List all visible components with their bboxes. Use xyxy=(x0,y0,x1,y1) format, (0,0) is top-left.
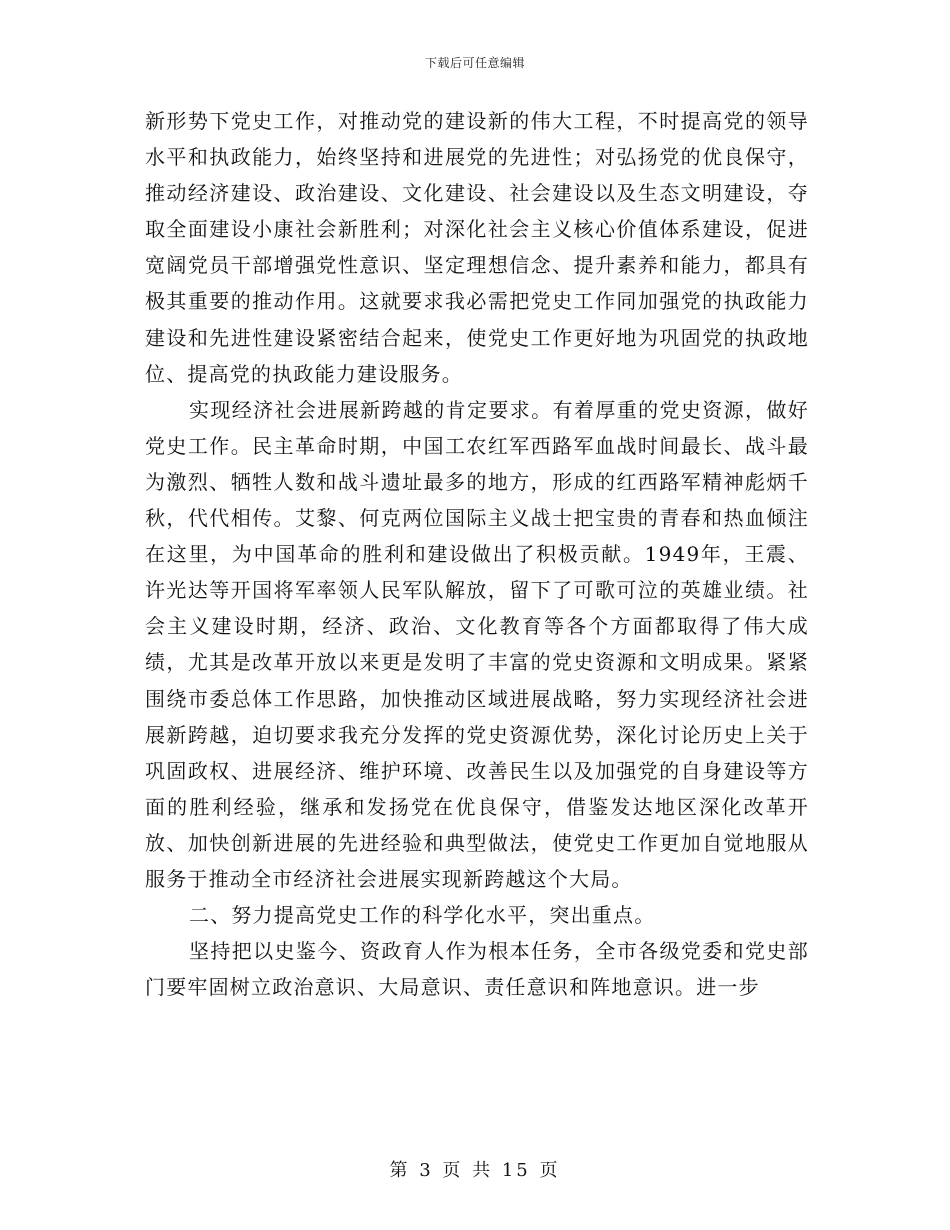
section-heading: 二、努力提高党史工作的科学化水平，突出重点。 xyxy=(189,903,656,928)
paragraph-3: 坚持把以史鉴今、资政育人作为根本任务，全市各级党委和党史部门要牢固树立政治意识、大局意识、责任意识和阵地意识。进一步 xyxy=(145,939,809,1000)
paragraph-2: 实现经济社会进展新跨越的肯定要求。有着厚重的党史资源，做好党史工作。民主革命时期，中国工农红军西路军血战时间最长、战斗最为激烈、牺牲人数和战斗遗址最多的地方，形成的红西路军精神彪炳千秋，代代相传。艾黎、何克两位国际主义战士把宝贵的青春和热血倾注在这里，为中国革命的胜利和建设做出了积极贡献。1949年，王震、许光达等开国将军率领人民军队解放，留下了可歌可泣的英雄业绩。社会主义建设时期，经济、政治、文化教育等各个方面都取得了伟大成绩，尤其是改革开放以来更是发明了丰富的党史资源和文明成果。紧紧围绕市委总体工作思路，加快推动区域进展战略，努力实现经济社会进展新跨越，迫切要求我充分发挥的党史资源优势，深化讨论历史上关于巩固政权、进展经济、维护环境、改善民生以及加强党的自身建设等方面的胜利经验，继承和发扬党在优良保守，借鉴发达地区深化改革开放、加快创新进展的先进经验和典型做法，使党史工作更加自觉地服从服务于推动全市经济社会进展实现新跨越这个大局。 xyxy=(145,397,809,891)
document-body xyxy=(145,103,809,1005)
page-number-footer: 第 3 页 共 15 页 xyxy=(389,1160,561,1181)
paragraph-1: 新形势下党史工作，对推动党的建设新的伟大工程，不时提高党的领导水平和执政能力，始终坚持和进展党的先进性；对弘扬党的优良保守，推动经济建设、政治建设、文化建设、社会建设以及生态文明建设，夺取全面建设小康社会新胜利；对深化社会主义核心价值体系建设，促进宽阔党员干部增强党性意识、坚定理想信念、提升素养和能力，都具有极其重要的推动作用。这就要求我必需把党史工作同加强党的执政能力建设和先进性建设紧密结合起来，使党史工作更好地为巩固党的执政地位、提高党的执政能力建设服务。 xyxy=(145,109,809,386)
page-header: 下载后可任意编辑 xyxy=(424,56,525,70)
